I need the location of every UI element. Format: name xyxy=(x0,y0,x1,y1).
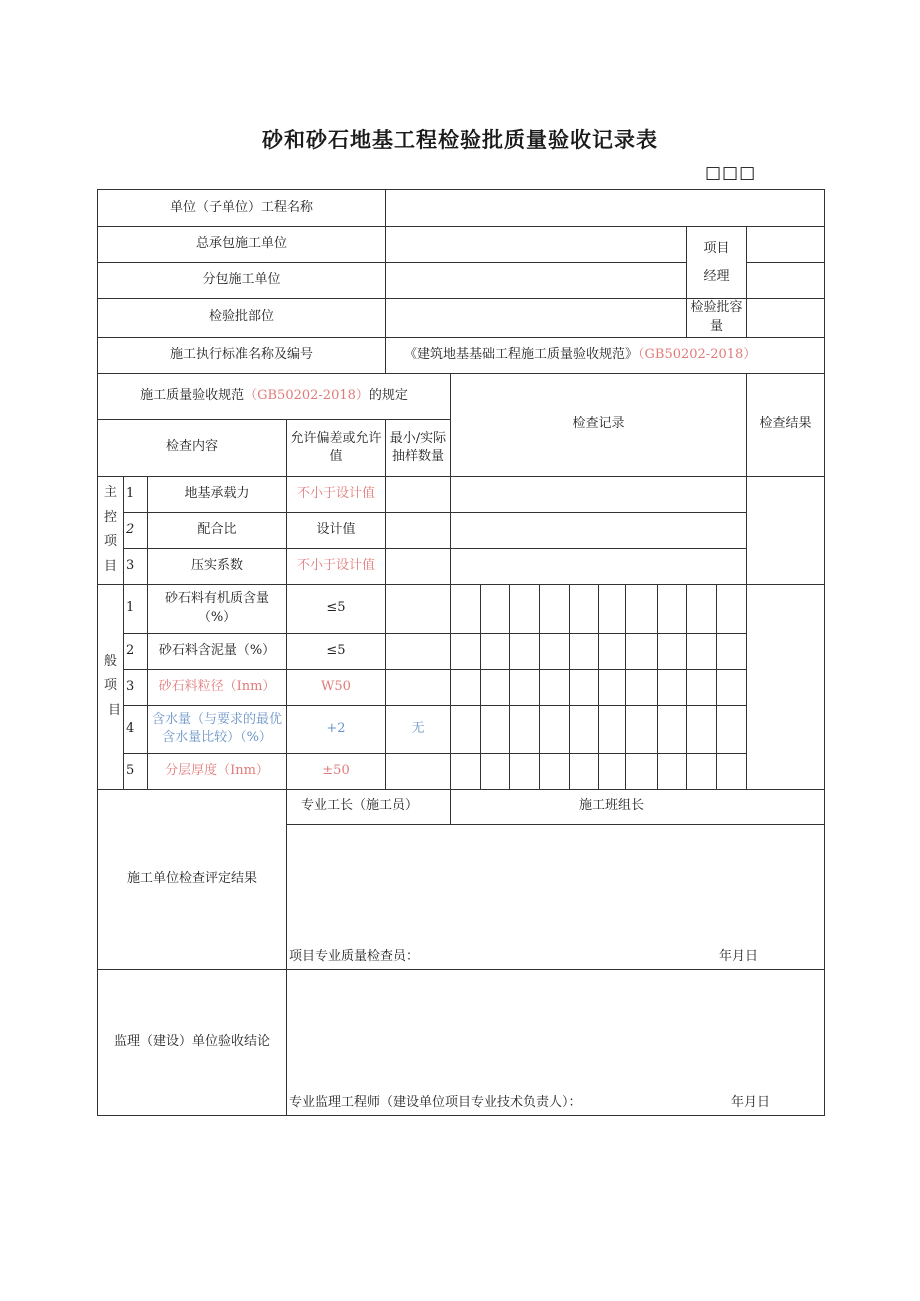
general-items-label xyxy=(98,584,124,789)
main-items-label-char-3: 项 xyxy=(103,534,117,550)
main-item-no: 2 xyxy=(124,512,148,548)
main-item-name: 压实系数 xyxy=(148,548,287,584)
spec-heading-code: （GB50202-2018） xyxy=(244,387,369,403)
check-record-header: 检查记录 xyxy=(451,373,747,476)
main-items-label-char-4: 目 xyxy=(103,558,117,574)
general-item-sample[interactable] xyxy=(386,633,451,669)
record-cell[interactable] xyxy=(626,753,658,789)
record-cell[interactable] xyxy=(510,705,540,753)
tolerance-header: 允许偏差或允许值 xyxy=(287,419,386,476)
record-cell[interactable] xyxy=(481,753,510,789)
standard-value xyxy=(386,337,825,373)
project-manager-label-line1: 项目 xyxy=(703,240,730,256)
record-cell[interactable] xyxy=(510,669,540,705)
record-cell[interactable] xyxy=(540,633,570,669)
spec-heading xyxy=(98,373,451,419)
supervision-label: 监理（建设）单位验收结论 xyxy=(98,969,287,1115)
record-cell[interactable] xyxy=(717,584,747,633)
general-item-name: 分层厚度（Inm） xyxy=(148,753,287,789)
main-item-sample[interactable] xyxy=(386,548,451,584)
record-cell[interactable] xyxy=(481,584,510,633)
page-title: 砂和砂石地基工程检验批质量验收记录表 xyxy=(262,128,658,152)
main-item-record[interactable] xyxy=(451,476,747,512)
general-item-name: 砂石料含泥量（%） xyxy=(148,633,287,669)
record-cell[interactable] xyxy=(599,705,626,753)
record-cell[interactable] xyxy=(717,633,747,669)
record-cell[interactable] xyxy=(599,584,626,633)
record-cell[interactable] xyxy=(687,584,717,633)
supervision-area[interactable] xyxy=(287,969,825,1115)
record-cell[interactable] xyxy=(451,669,481,705)
general-item-name: 含水量（与要求的最优含水量比较）（%） xyxy=(148,705,287,753)
check-content-header: 检查内容 xyxy=(98,419,287,476)
main-items-result[interactable] xyxy=(747,476,825,584)
standard-label: 施工执行标准名称及编号 xyxy=(98,337,386,373)
supervision-engineer-label: 专业监理工程师（建设单位项目专业技术负责人）： xyxy=(289,1094,582,1110)
sample-count-header: 最小/实际抽样数量 xyxy=(386,419,451,476)
check-result-header: 检查结果 xyxy=(747,373,825,476)
general-item-no: 3 xyxy=(124,669,148,705)
record-cell[interactable] xyxy=(658,633,687,669)
unit-name-label: 单位（子单位）工程名称 xyxy=(98,190,386,227)
standard-value-name: 《建筑地基基础工程施工质量验收规范》 xyxy=(404,346,639,362)
general-item-value: W50 xyxy=(287,669,386,705)
main-item-record[interactable] xyxy=(451,548,747,584)
general-item-sample[interactable] xyxy=(386,753,451,789)
construction-eval-label: 施工单位检查评定结果 xyxy=(98,789,287,969)
record-cell[interactable] xyxy=(481,669,510,705)
project-manager-label xyxy=(687,227,747,299)
general-item-value: ≤5 xyxy=(287,584,386,633)
record-cell[interactable] xyxy=(626,584,658,633)
construction-eval-area[interactable] xyxy=(287,824,825,969)
record-cell[interactable] xyxy=(658,669,687,705)
main-item-no: 1 xyxy=(124,476,148,512)
record-cell[interactable] xyxy=(687,669,717,705)
general-items-label-char-2: 项 xyxy=(103,678,117,694)
record-cell[interactable] xyxy=(510,584,540,633)
record-cell[interactable] xyxy=(481,705,510,753)
main-item-name: 地基承载力 xyxy=(148,476,287,512)
record-cell[interactable] xyxy=(717,669,747,705)
general-item-no: 2 xyxy=(124,633,148,669)
record-cell[interactable] xyxy=(717,753,747,789)
main-item-no: 3 xyxy=(124,548,148,584)
general-contractor-label: 总承包施工单位 xyxy=(98,227,386,263)
general-item-no: 5 xyxy=(124,753,148,789)
record-cell[interactable] xyxy=(717,705,747,753)
subcontractor-label: 分包施工单位 xyxy=(98,263,386,299)
general-item-value: ±50 xyxy=(287,753,386,789)
main-item-value: 不小于设计值 xyxy=(287,548,386,584)
record-cell[interactable] xyxy=(658,753,687,789)
main-item-record[interactable] xyxy=(451,512,747,548)
unit-name-field[interactable] xyxy=(386,190,825,227)
record-cell[interactable] xyxy=(570,753,599,789)
general-items-label-char-1: 般 xyxy=(103,653,117,669)
main-item-value: 不小于设计值 xyxy=(287,476,386,512)
project-manager-label-line2: 经理 xyxy=(703,268,730,284)
spec-heading-text-1: 施工质量验收规范 xyxy=(140,387,245,403)
record-cell[interactable] xyxy=(451,633,481,669)
main-items-label-char-2: 控 xyxy=(103,509,117,525)
foreman-label: 专业工长（施工员） xyxy=(287,789,451,824)
general-item-sample[interactable]: 无 xyxy=(386,705,451,753)
record-cell[interactable] xyxy=(570,669,599,705)
supervision-date: 年月日 xyxy=(730,1094,770,1110)
general-items-label-char-3: 目 xyxy=(107,703,121,719)
main-item-value: 设计值 xyxy=(287,512,386,548)
record-cell[interactable] xyxy=(626,633,658,669)
record-cell[interactable] xyxy=(510,753,540,789)
record-cell[interactable] xyxy=(540,584,570,633)
general-item-value: ≤5 xyxy=(287,633,386,669)
general-item-sample[interactable] xyxy=(386,669,451,705)
general-contractor-field[interactable] xyxy=(386,227,687,263)
record-cell[interactable] xyxy=(451,584,481,633)
spec-heading-text-2: 的规定 xyxy=(368,387,408,403)
main-items-label-char-1: 主 xyxy=(103,484,117,500)
subcontractor-manager-field[interactable] xyxy=(747,263,825,299)
record-cell[interactable] xyxy=(510,633,540,669)
record-cell[interactable] xyxy=(599,753,626,789)
record-cell[interactable] xyxy=(570,705,599,753)
general-item-value: +2 xyxy=(287,705,386,753)
main-items-label xyxy=(98,476,124,584)
standard-value-code: （GB50202-2018） xyxy=(638,346,757,362)
subcontractor-field[interactable] xyxy=(386,263,687,299)
batch-location-field[interactable] xyxy=(386,299,687,338)
record-cell[interactable] xyxy=(481,633,510,669)
batch-capacity-field[interactable] xyxy=(747,299,825,338)
record-cell[interactable] xyxy=(451,705,481,753)
general-contractor-manager-field[interactable] xyxy=(747,227,825,263)
inspection-record-table xyxy=(97,189,825,1116)
record-cell[interactable] xyxy=(540,753,570,789)
record-cell[interactable] xyxy=(599,633,626,669)
main-item-name: 配合比 xyxy=(148,512,287,548)
record-cell[interactable] xyxy=(540,705,570,753)
batch-capacity-label: 检验批容量 xyxy=(687,299,747,338)
inspection-date: 年月日 xyxy=(718,948,758,964)
record-cell[interactable] xyxy=(599,669,626,705)
record-cell[interactable] xyxy=(687,753,717,789)
batch-location-label: 检验批部位 xyxy=(98,299,386,338)
general-items-result[interactable] xyxy=(747,584,825,789)
code-boxes: □□□ xyxy=(705,163,757,183)
general-item-sample[interactable] xyxy=(386,584,451,633)
general-item-no: 1 xyxy=(124,584,148,633)
main-item-sample[interactable] xyxy=(386,512,451,548)
team-leader-label: 施工班组长 xyxy=(451,789,825,824)
record-cell[interactable] xyxy=(687,705,717,753)
record-cell[interactable] xyxy=(570,584,599,633)
record-cell[interactable] xyxy=(687,633,717,669)
record-cell[interactable] xyxy=(626,705,658,753)
record-cell[interactable] xyxy=(540,669,570,705)
general-item-name: 砂石料粒径（Inm） xyxy=(148,669,287,705)
main-item-sample[interactable] xyxy=(386,476,451,512)
record-cell[interactable] xyxy=(626,669,658,705)
record-cell[interactable] xyxy=(451,753,481,789)
record-cell[interactable] xyxy=(658,705,687,753)
inspector-label: 项目专业质量检查员： xyxy=(289,948,420,964)
general-item-no: 4 xyxy=(124,705,148,753)
general-item-name: 砂石料有机质含量（%） xyxy=(148,584,287,633)
record-cell[interactable] xyxy=(658,584,687,633)
record-cell[interactable] xyxy=(570,633,599,669)
